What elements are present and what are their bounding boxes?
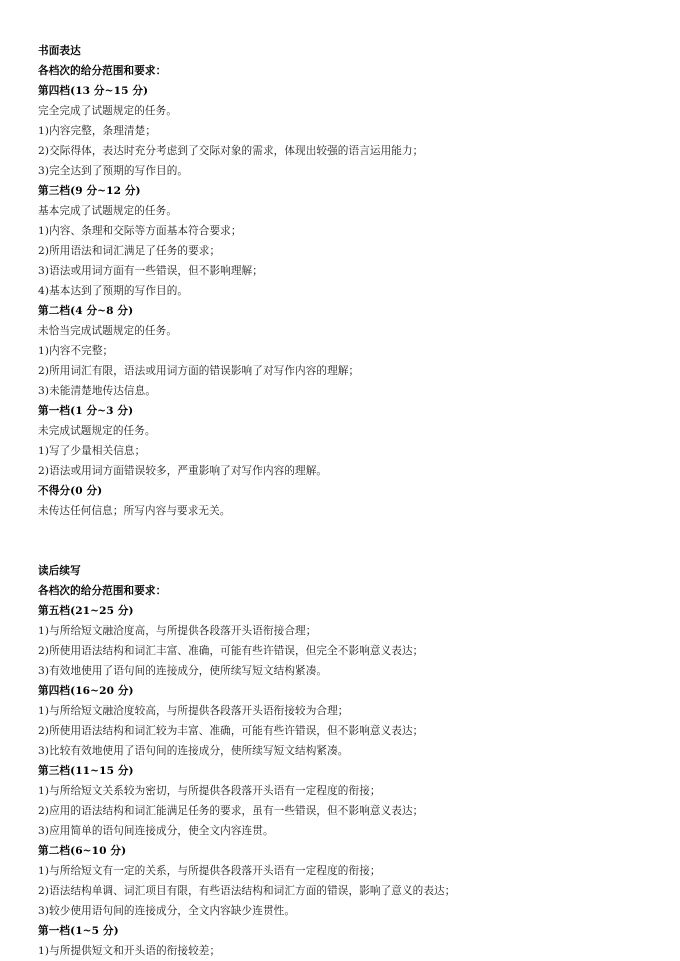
tier-name: 第一档(1 分~3 分) xyxy=(38,405,134,417)
tier-item: 3)应用简单的语句间连接成分，使全文内容连贯。 xyxy=(38,825,274,837)
tier-desc: 完全完成了试题规定的任务。 xyxy=(38,105,178,117)
tier-item: 3)未能清楚地传达信息。 xyxy=(38,385,157,397)
tier-item: 3)比较有效地使用了语句间的连接成分，使所续写短文结构紧凑。 xyxy=(38,745,349,757)
tier-item: 2)应用的语法结构和词汇能满足任务的要求，虽有一些错误，但不影响意义表达； xyxy=(38,805,424,817)
section-heading-writing: 各档次的给分范围和要求： xyxy=(38,65,167,77)
tier-desc: 未完成试题规定的任务。 xyxy=(38,425,156,437)
tier-item: 1)与所给短文有一定的关系，与所提供各段落开头语有一定程度的衔接； xyxy=(38,865,381,877)
tier-item: 3)有效地使用了语句间的连接成分，使所续写短文结构紧凑。 xyxy=(38,665,328,677)
tier-item: 2)语法结构单调、词汇项目有限，有些语法结构和词汇方面的错误，影响了意义的表达； xyxy=(38,885,456,897)
tier-item: 2)交际得体，表达时充分考虑到了交际对象的需求，体现出较强的语言运用能力； xyxy=(38,145,424,157)
tier-item: 1)内容完整，条理清楚； xyxy=(38,125,157,137)
tier-name: 第三档(11~15 分) xyxy=(38,765,134,777)
tier-item: 2)所使用语法结构和词汇丰富、准确，可能有些许错误，但完全不影响意义表达； xyxy=(38,645,424,657)
section-heading-continuation: 各档次的给分范围和要求： xyxy=(38,585,167,597)
tier-name: 第五档(21~25 分) xyxy=(38,605,134,617)
tier-name: 第二档(6~10 分) xyxy=(38,845,127,857)
tier-item: 1)内容、条理和交际等方面基本符合要求； xyxy=(38,225,242,237)
tier-item: 3)完全达到了预期的写作目的。 xyxy=(38,165,189,177)
section-spacer xyxy=(38,541,658,561)
tier-name: 不得分(0 分) xyxy=(38,485,103,497)
tier-desc: 未传达任何信息；所写内容与要求无关。 xyxy=(38,505,231,517)
tier-item: 1)与所给短文融洽度较高，与所提供各段落开头语衔接较为合理； xyxy=(38,705,349,717)
tier-name: 第四档(13 分~15 分) xyxy=(38,85,149,97)
tier-name: 第三档(9 分~12 分) xyxy=(38,185,141,197)
tier-item: 2)所用词汇有限，语法或用词方面的错误影响了对写作内容的理解； xyxy=(38,365,360,377)
tier-item: 2)所用语法和词汇满足了任务的要求； xyxy=(38,245,221,257)
section-title-writing: 书面表达 xyxy=(38,45,81,57)
section-spacer xyxy=(38,521,658,541)
tier-desc: 未恰当完成试题规定的任务。 xyxy=(38,325,178,337)
tier-name: 第四档(16~20 分) xyxy=(38,685,134,697)
tier-item: 1)写了少量相关信息； xyxy=(38,445,146,457)
tier-name: 第一档(1~5 分) xyxy=(38,925,119,937)
tier-item: 4)基本达到了预期的写作目的。 xyxy=(38,285,189,297)
tier-item: 1)与所给短文融洽度高，与所提供各段落开头语衔接合理； xyxy=(38,625,317,637)
document-page xyxy=(38,41,658,961)
section-title-continuation: 读后续写 xyxy=(38,565,81,577)
tier-item: 1)内容不完整； xyxy=(38,345,114,357)
tier-item: 1)与所给短文关系较为密切，与所提供各段落开头语有一定程度的衔接； xyxy=(38,785,381,797)
tier-item: 3)较少使用语句间的连接成分，全文内容缺少连贯性。 xyxy=(38,905,296,917)
tier-item: 3)语法或用词方面有一些错误，但不影响理解； xyxy=(38,265,263,277)
tier-desc: 基本完成了试题规定的任务。 xyxy=(38,205,178,217)
tier-item: 1)与所提供短文和开头语的衔接较差； xyxy=(38,945,221,957)
tier-name: 第二档(4 分~8 分) xyxy=(38,305,134,317)
tier-item: 2)所使用语法结构和词汇较为丰富、准确，可能有些许错误，但不影响意义表达； xyxy=(38,725,424,737)
tier-item: 2)语法或用词方面错误较多，严重影响了对写作内容的理解。 xyxy=(38,465,328,477)
